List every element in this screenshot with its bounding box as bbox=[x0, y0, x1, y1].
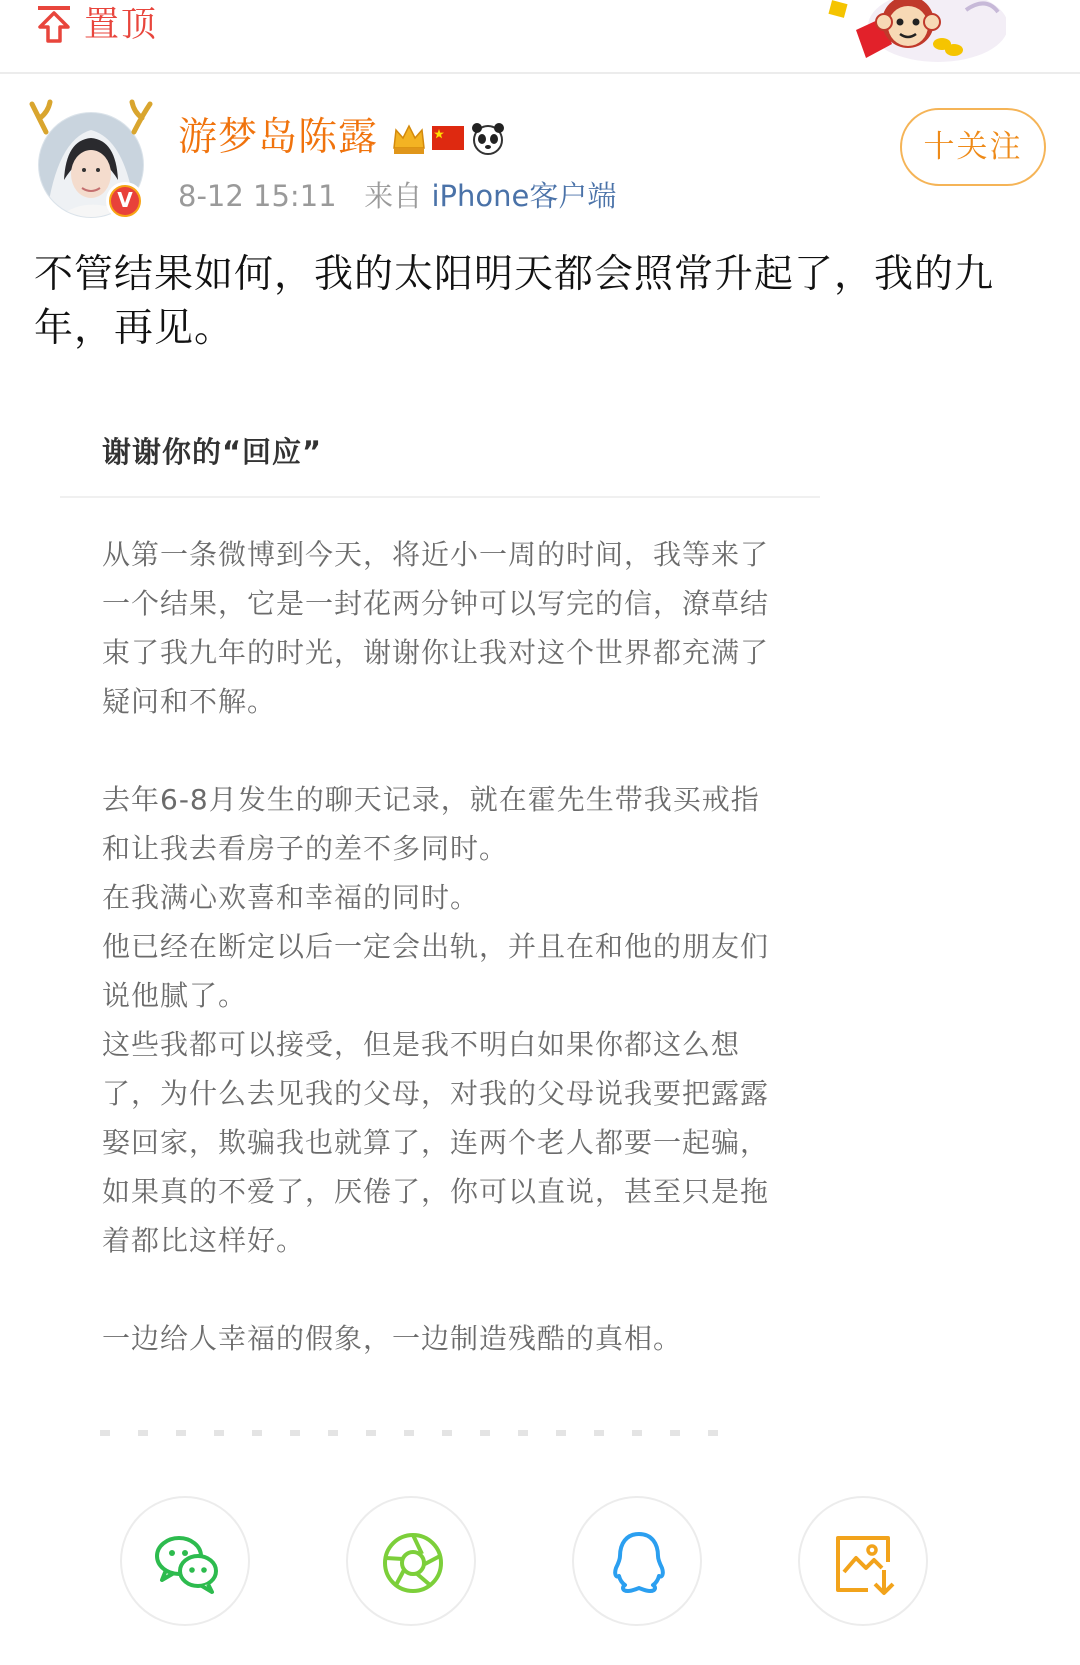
cut-off-text-line bbox=[100, 1430, 740, 1436]
avatar[interactable] bbox=[28, 96, 156, 224]
share-moments-button[interactable] bbox=[346, 1496, 476, 1626]
letter-image[interactable] bbox=[60, 392, 820, 1432]
letter-body bbox=[102, 530, 782, 1363]
letter-paragraph: 去年6-8月发生的聊天记录，就在霍先生带我买戒指和让我去看房子的差不多同时。 bbox=[102, 783, 760, 865]
panda-badge-icon bbox=[472, 123, 504, 154]
post-from: 来自 bbox=[364, 179, 423, 213]
user-name[interactable]: 游梦岛陈露 bbox=[178, 115, 379, 160]
letter-paragraph: 这些我都可以接受，但是我不明白如果你都这么想了，为什么去见我的父母，对我的父母说我要把露露娶回家，欺骗我也就算了，连两个老人都要一起骗，如果真的不爱了，厌倦了，你可以直说，甚至只是拖着都比这样好。 bbox=[102, 1028, 770, 1257]
save-image-icon bbox=[830, 1528, 900, 1598]
letter-divider bbox=[60, 496, 820, 498]
wechat-icon bbox=[152, 1528, 222, 1598]
post-meta bbox=[178, 178, 616, 214]
letter-fade bbox=[60, 1372, 820, 1432]
share-wechat-button[interactable] bbox=[120, 1496, 250, 1626]
letter-paragraph: 他已经在断定以后一定会出轨，并且在和他的朋友们说他腻了。 bbox=[102, 930, 770, 1012]
china-flag-icon bbox=[432, 126, 464, 150]
letter-paragraph: 在我满心欢喜和幸福的同时。 bbox=[102, 881, 480, 914]
post-text: 不管结果如何，我的太阳明天都会照常升起了，我的九年，再见。 bbox=[34, 252, 995, 351]
save-image-button[interactable] bbox=[798, 1496, 928, 1626]
follow-button[interactable]: 十关注 bbox=[900, 108, 1046, 186]
crown-badge-icon bbox=[394, 126, 424, 154]
letter-title: 谢谢你的“回应” bbox=[102, 435, 323, 469]
user-badges bbox=[392, 118, 512, 158]
share-qq-button[interactable] bbox=[572, 1496, 702, 1626]
post-time: 8-12 15:11 bbox=[178, 179, 337, 213]
qq-icon bbox=[604, 1528, 674, 1598]
post-source[interactable]: iPhone客户端 bbox=[431, 179, 617, 213]
letter-gap bbox=[102, 1265, 782, 1314]
letter-gap bbox=[102, 726, 782, 775]
antlers-decoration-icon bbox=[28, 96, 156, 136]
monkey-sticker-icon bbox=[826, 0, 1006, 70]
verified-mark: V bbox=[111, 187, 139, 215]
letter-paragraph: 从第一条微博到今天，将近小一周的时间，我等来了一个结果，它是一封花两分钟可以写完的信，潦草结束了我九年的时光，谢谢你让我对这个世界都充满了疑问和不解。 bbox=[102, 538, 770, 718]
pinned-label: 置顶 bbox=[84, 5, 159, 45]
letter-paragraph: 一边给人幸福的假象，一边制造残酷的真相。 bbox=[102, 1322, 683, 1355]
verified-badge bbox=[106, 182, 144, 220]
share-bar bbox=[0, 1496, 1080, 1665]
pin-top-icon bbox=[34, 4, 74, 44]
pinned-bar bbox=[0, 0, 1080, 74]
moments-icon bbox=[378, 1528, 448, 1598]
